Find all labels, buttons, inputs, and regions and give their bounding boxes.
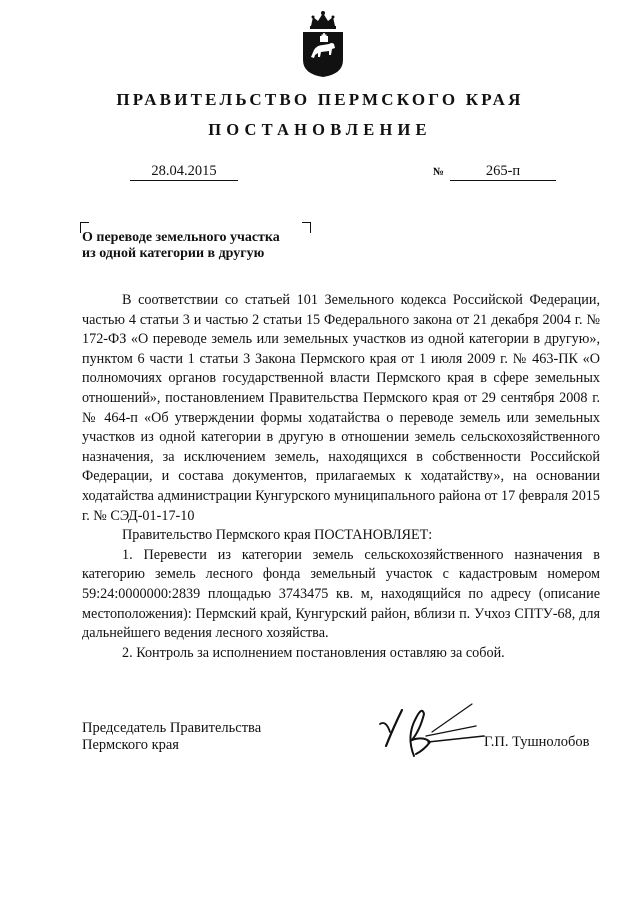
document-subject	[82, 230, 322, 261]
document-number: 265-п	[450, 162, 556, 181]
number-sign: №	[433, 166, 445, 178]
subject-line: О переводе земельного участка	[82, 230, 280, 245]
document-body	[82, 291, 600, 663]
signatory-position	[82, 720, 261, 754]
item-paragraph: 1. Перевести из категории земель сельскохозяйственного назначения в категорию земель лесного фонда земельный участок с кадастровым номером 59:24:0000000:2839 площадью 3743475 кв. м, находящийся по адресу (описание местоположения): Пермский край, Кунгурский район, вблизи п. Учхоз СПТУ-68, для дальнейшего ведения лесного хозяйства.	[82, 546, 600, 642]
resolves-paragraph: Правительство Пермского края ПОСТАНОВЛЯЕТ:	[122, 527, 433, 544]
position-line: Пермского края	[82, 737, 179, 753]
government-title: ПРАВИТЕЛЬСТВО ПЕРМСКОГО КРАЯ	[116, 90, 524, 109]
subject-line: из одной категории в другую	[82, 245, 265, 261]
signatory-name: Г.П. Тушнолобов	[484, 734, 590, 750]
document-date: 28.04.2015	[130, 162, 238, 181]
coat-of-arms-icon	[299, 10, 347, 78]
position-line: Председатель Правительства	[82, 720, 262, 736]
handwritten-signature-icon	[376, 696, 486, 762]
item-paragraph: 2. Контроль за исполнением постановления оставляю за собой.	[122, 644, 505, 661]
document-type: ПОСТАНОВЛЕНИЕ	[208, 120, 432, 139]
preamble-paragraph: В соответствии со статьей 101 Земельного кодекса Российской Федерации, частью 4 статьи 3 и частью 2 статьи 15 Федерального закона от 21 декабря 2004 г. № 172-ФЗ «О переводе земель или земельных участков из одной категории в другую», пунктом 6 части 1 статьи 3 Закона Пермского края от 1 июля 2009 г. № 463-ПК «О полномочиях органов государственной власти Пермского края в сфере земельных отношений», постановлением Правительства Пермского края от 29 сентября 2008 г. № 464-п «Об утверждении формы ходатайства о переводе земель или земельных участков из одной категории в другую в отношении земель сельскохозяйственного назначения, за исключением земель, находящихся в собственности Российской Федерации, и состава документов, прилагаемых к ходатайству», на основании ходатайства администрации Кунгурского муниципального района от 17 февраля 2015 г. № СЭД-01-17-10	[82, 292, 600, 524]
